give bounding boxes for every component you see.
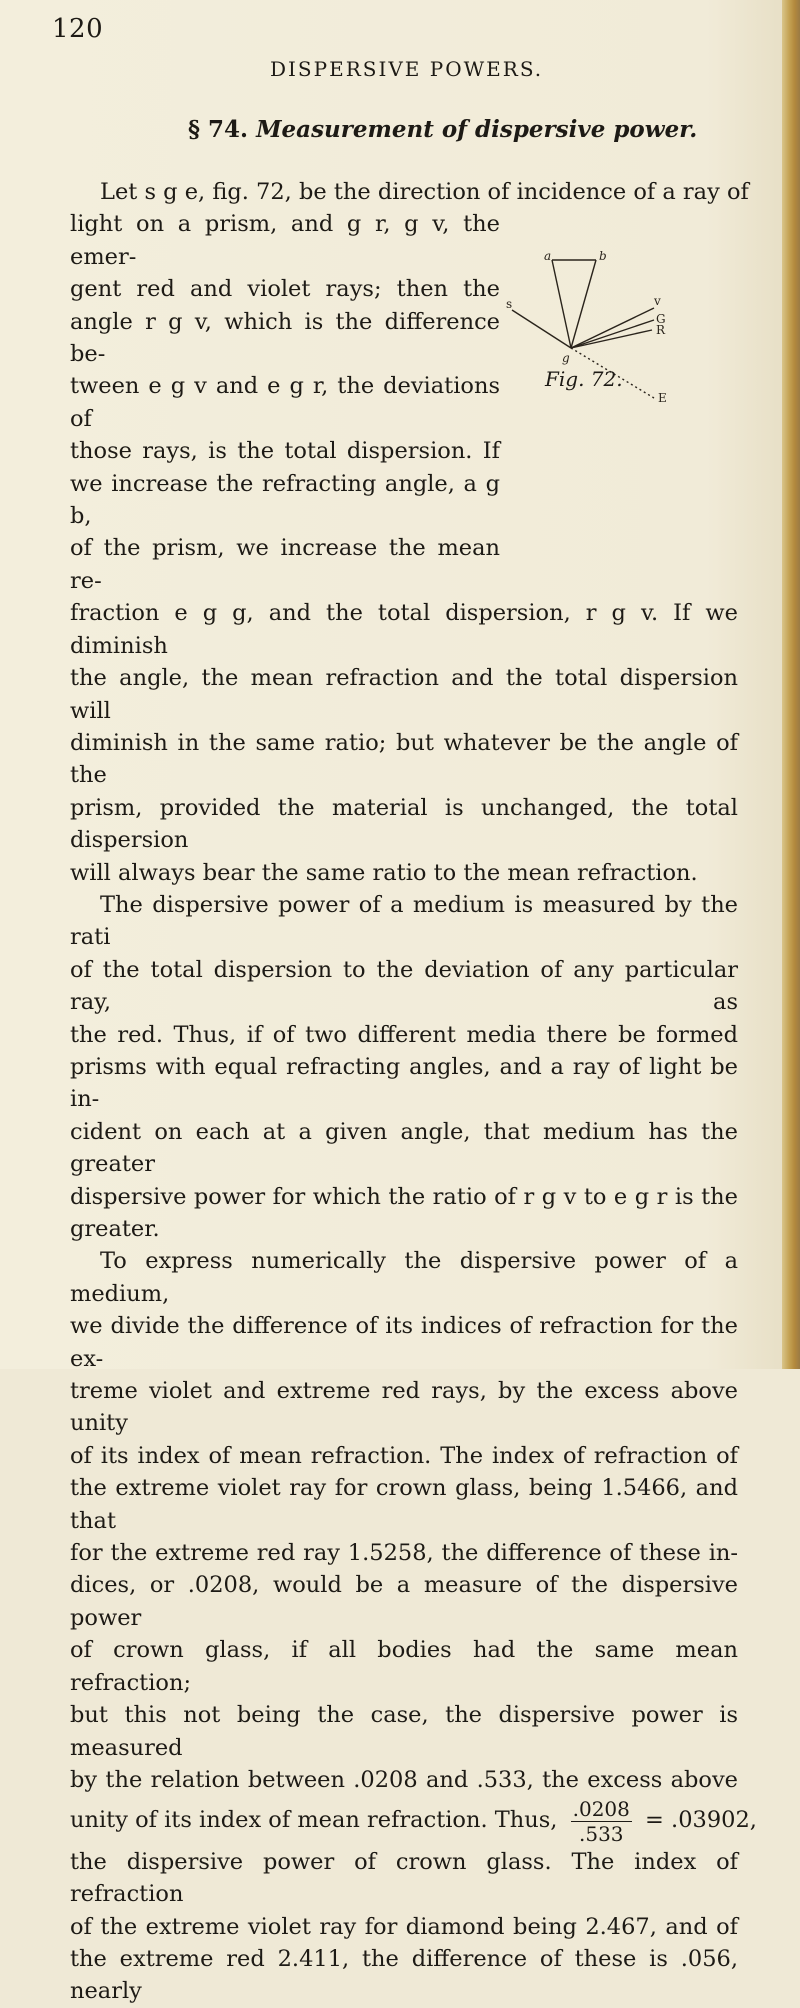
- text-line: those rays, is the total dispersion. If: [70, 438, 500, 465]
- running-head: DISPERSIVE POWERS.: [270, 57, 544, 81]
- text-line: angle r g v, which is the difference be-: [70, 308, 500, 368]
- text-line: gent red and violet rays; then the: [70, 276, 500, 303]
- text-wrap-column: [70, 208, 500, 597]
- text-line: but this not being the case, the dispersive power is measured: [70, 1702, 738, 1761]
- text-line: diminish in the same ratio; but whatever be the angle of the: [70, 729, 738, 789]
- text-line: fraction e g g, and the total dispersion, r g v. If we diminish: [70, 600, 738, 659]
- text-line: The dispersive power of a medium is measured by the rati: [70, 891, 738, 951]
- label-a: a: [544, 250, 552, 263]
- page-edge: [782, 0, 800, 1369]
- text-line: by the relation between .0208 and .533, the excess above: [70, 1766, 738, 1793]
- paragraph-1: [70, 176, 757, 2008]
- equation-line: [70, 1796, 757, 1846]
- section-heading: [188, 116, 697, 143]
- label-g-upper: G: [656, 312, 666, 326]
- text-line: prism, provided the material is unchanged, the total dispersion: [70, 794, 738, 854]
- text-line: light on a prism, and g r, g v, the emer-: [70, 211, 500, 270]
- text-line: the red. Thus, if of two different media there be formed: [70, 1021, 738, 1048]
- fraction-numerator: .0208: [572, 1796, 630, 1821]
- equation-lead-text: unity of its index of mean refraction. Thus,: [70, 1807, 558, 1834]
- text-line: the angle, the mean refraction and the total dispersion will: [70, 665, 738, 724]
- text-line: we divide the difference of its indices of refraction for the ex-: [70, 1313, 738, 1372]
- text-line: of crown glass, if all bodies had the same mean refraction;: [70, 1637, 738, 1696]
- text-line: of the extreme violet ray for diamond being 2.467, and of: [70, 1913, 738, 1940]
- text-line: To express numerically the dispersive power of a medium,: [70, 1248, 738, 1307]
- text-line: we increase the refracting angle, a g b,: [70, 470, 500, 530]
- text-line: cident on each at a given angle, that medium has the greater: [70, 1118, 738, 1178]
- equation-result: = .03902,: [645, 1807, 757, 1834]
- label-s: s: [506, 297, 513, 311]
- text-line: the extreme red 2.411, the difference of these is .056, nearly: [70, 1946, 738, 2005]
- text-line: dispersive power for which the ratio of r g v to e g r is the: [70, 1183, 738, 1210]
- text-line: greater.: [70, 1216, 160, 1242]
- label-r: R: [656, 323, 666, 337]
- text-line: prisms with equal refracting angles, and a ray of light be in-: [70, 1053, 738, 1113]
- section-title: Measurement of dispersive power.: [256, 116, 698, 143]
- text-line: will always bear the same ratio to the mean refraction.: [70, 859, 698, 886]
- text-line: tween e g v and e g r, the deviations of: [70, 373, 500, 432]
- figure-caption: Fig. 72.: [545, 367, 623, 391]
- fraction-denominator: .533: [578, 1821, 624, 1846]
- section-number: § 74.: [188, 116, 249, 143]
- text-line: of its index of mean refraction. The index of refraction of: [70, 1442, 738, 1469]
- text-line: Let s g e, fig. 72, be the direction of incidence of a ray of: [100, 179, 749, 205]
- fraction: [571, 1797, 632, 1846]
- text-line: of the total dispersion to the deviation of any particular ray, as: [70, 956, 738, 1016]
- text-line: dices, or .0208, would be a measure of the dispersive power: [70, 1572, 738, 1631]
- text-line: the dispersive power of crown glass. The index of refraction: [70, 1848, 738, 1908]
- text-line: of the prism, we increase the mean re-: [70, 535, 500, 594]
- page-number: 120: [52, 14, 104, 44]
- label-e: E: [658, 391, 667, 405]
- text-line: the extreme violet ray for crown glass, being 1.5466, and that: [70, 1475, 738, 1534]
- text-line: for the extreme red ray 1.5258, the difference of these in-: [70, 1540, 738, 1567]
- label-b: b: [599, 250, 607, 263]
- label-g: g: [562, 351, 570, 365]
- text-line: treme violet and extreme red rays, by the excess above unity: [70, 1378, 738, 1437]
- label-v: v: [654, 294, 661, 308]
